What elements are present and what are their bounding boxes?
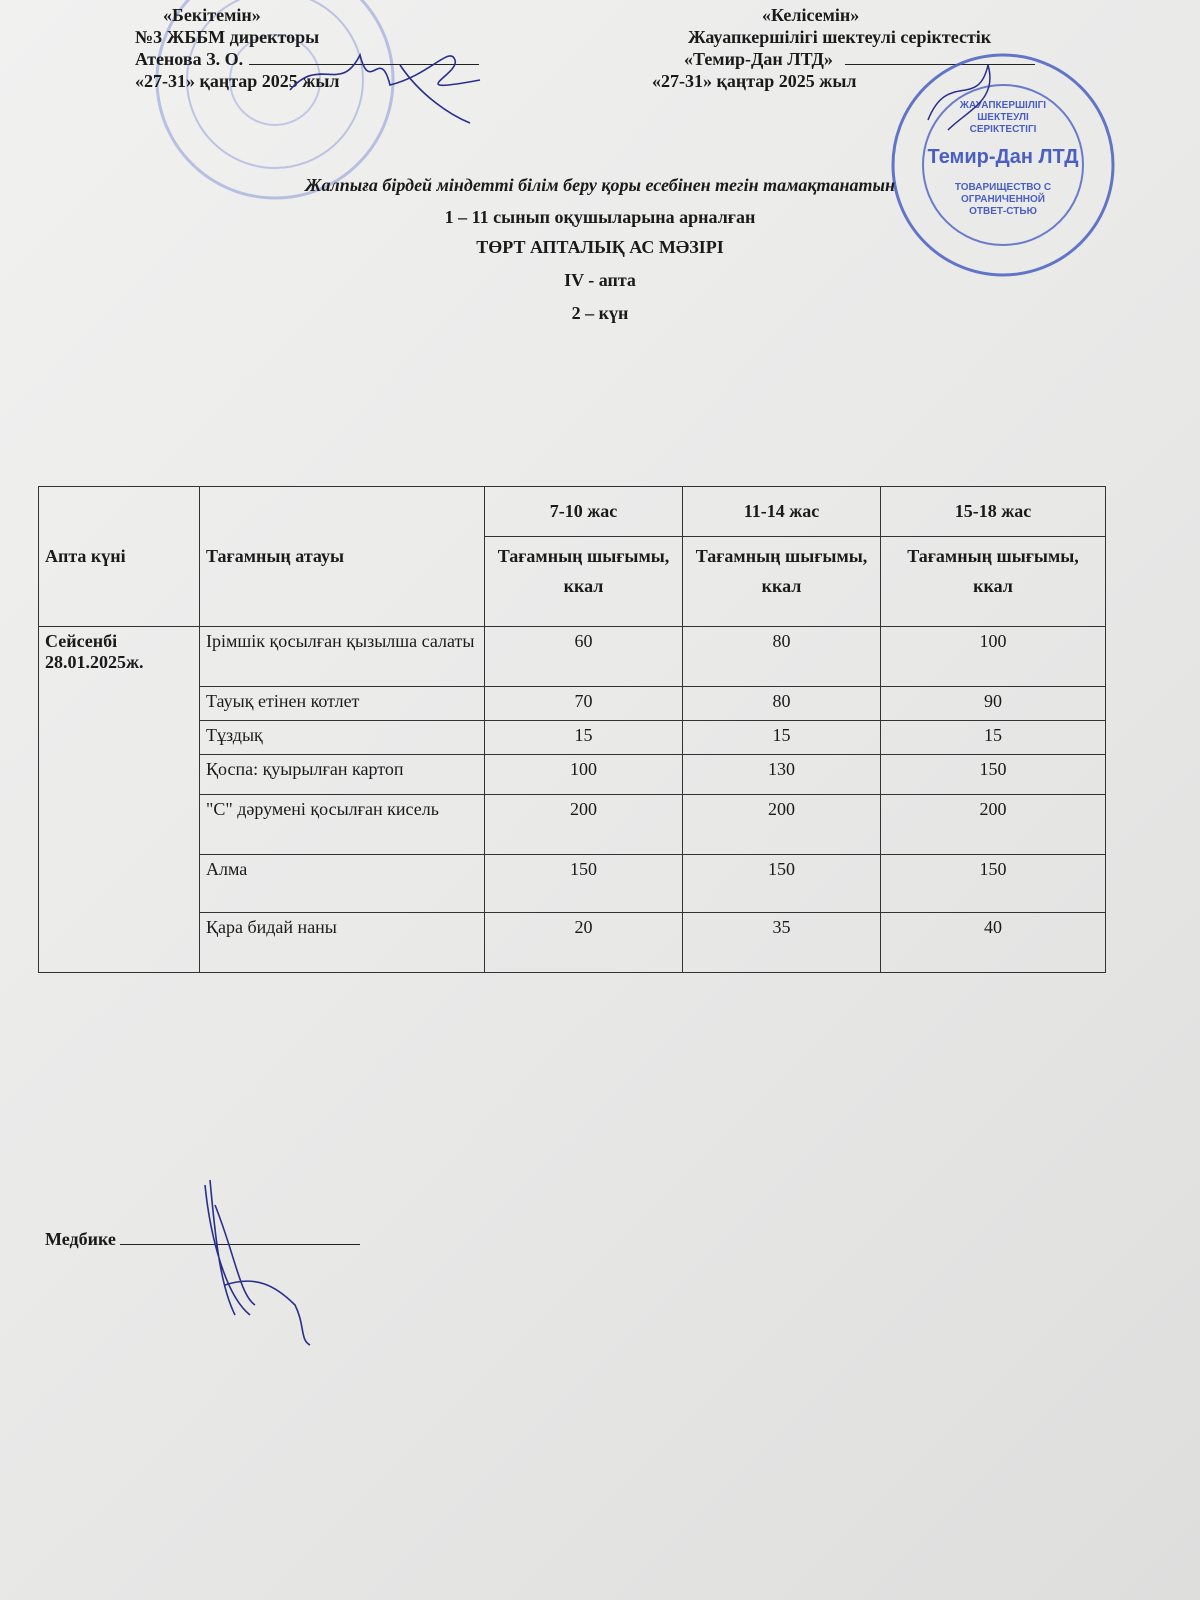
dish-name: Қоспа: қуырылған картоп — [200, 755, 485, 795]
menu-title-line1: Жалпыға бірдей міндетті білім беру қоры есебінен тегін тамақтанатын — [304, 175, 896, 195]
header-age-15-18: 15-18 жас — [881, 487, 1106, 537]
value-11-14: 150 — [683, 855, 881, 913]
menu-table — [38, 486, 1106, 973]
table-row — [39, 687, 1106, 721]
dish-name: Ірімшік қосылған қызылша салаты — [200, 627, 485, 687]
table-row — [39, 855, 1106, 913]
header-day: Апта күні — [39, 487, 200, 627]
day-cell — [39, 627, 200, 973]
value-15-18: 40 — [881, 913, 1106, 973]
value-15-18: 150 — [881, 855, 1106, 913]
value-11-14: 130 — [683, 755, 881, 795]
value-7-10: 70 — [485, 687, 683, 721]
day-date: 28.01.2025ж. — [45, 652, 144, 672]
value-11-14: 80 — [683, 627, 881, 687]
header-yield: Тағамның шығымы, ккал — [485, 537, 683, 627]
svg-text:СЕРІКТЕСТІГІ: СЕРІКТЕСТІГІ — [969, 124, 1037, 135]
dish-name: "С" дәрумені қосылған кисель — [200, 795, 485, 855]
header-yield: Тағамның шығымы, ккал — [683, 537, 881, 627]
menu-title-line2: 1 – 11 сынып оқушыларына арналған — [444, 207, 756, 227]
value-11-14: 200 — [683, 795, 881, 855]
value-11-14: 35 — [683, 913, 881, 973]
header-age-11-14: 11-14 жас — [683, 487, 881, 537]
dish-name: Тұздық — [200, 721, 485, 755]
approval-left-heading: «Бекітемін» — [163, 5, 261, 25]
value-7-10: 200 — [485, 795, 683, 855]
director-signature — [280, 35, 510, 125]
svg-text:ШЕКТЕУЛІ: ШЕКТЕУЛІ — [977, 112, 1029, 123]
dish-name: Қара бидай наны — [200, 913, 485, 973]
approval-left-date: «27-31» қаңтар 2025 жыл — [135, 71, 340, 91]
value-11-14: 15 — [683, 721, 881, 755]
value-15-18: 100 — [881, 627, 1106, 687]
table-row — [39, 795, 1106, 855]
value-7-10: 150 — [485, 855, 683, 913]
svg-text:ЖАУАПКЕРШІЛІГІ: ЖАУАПКЕРШІЛІГІ — [959, 100, 1047, 111]
value-15-18: 90 — [881, 687, 1106, 721]
day-name: Сейсенбі — [45, 631, 118, 651]
table-row — [39, 755, 1106, 795]
table-row — [39, 721, 1106, 755]
day-label: 2 – күн — [571, 303, 629, 323]
header-dish: Тағамның атауы — [200, 487, 485, 627]
approval-right-org: Жауапкершілігі шектеулі серіктестік — [688, 27, 992, 47]
value-7-10: 15 — [485, 721, 683, 755]
dish-name: Алма — [200, 855, 485, 913]
svg-text:ОГРАНИЧЕННОЙ: ОГРАНИЧЕННОЙ — [961, 194, 1045, 205]
svg-text:ТОВАРИЩЕСТВО С: ТОВАРИЩЕСТВО С — [954, 182, 1052, 193]
value-15-18: 15 — [881, 721, 1106, 755]
value-15-18: 150 — [881, 755, 1106, 795]
value-7-10: 20 — [485, 913, 683, 973]
table-row — [39, 913, 1106, 973]
dish-name: Тауық етінен котлет — [200, 687, 485, 721]
table-row — [39, 627, 1106, 687]
header-age-7-10: 7-10 жас — [485, 487, 683, 537]
nurse-signature — [195, 1175, 325, 1350]
value-7-10: 60 — [485, 627, 683, 687]
approval-left-name: Атенова З. О. — [135, 49, 244, 69]
nurse-label: Медбике — [45, 1229, 116, 1249]
week-label: IV - апта — [564, 270, 636, 290]
svg-text:ОТВЕТ-СТЬЮ: ОТВЕТ-СТЬЮ — [969, 206, 1037, 217]
approval-right-company: «Темир-Дан ЛТД» — [684, 49, 833, 69]
approval-left-position: №3 ЖББМ директоры — [135, 27, 320, 47]
value-11-14: 80 — [683, 687, 881, 721]
header-yield: Тағамның шығымы, ккал — [881, 537, 1106, 627]
svg-text:Темир-Дан ЛТД: Темир-Дан ЛТД — [927, 146, 1079, 168]
approval-right-date: «27-31» қаңтар 2025 жыл — [652, 71, 857, 91]
menu-title-line3: ТӨРТ АПТАЛЫҚ АС МӘЗІРІ — [476, 237, 724, 257]
value-7-10: 100 — [485, 755, 683, 795]
value-15-18: 200 — [881, 795, 1106, 855]
approval-right-heading: «Келісемін» — [762, 5, 860, 25]
